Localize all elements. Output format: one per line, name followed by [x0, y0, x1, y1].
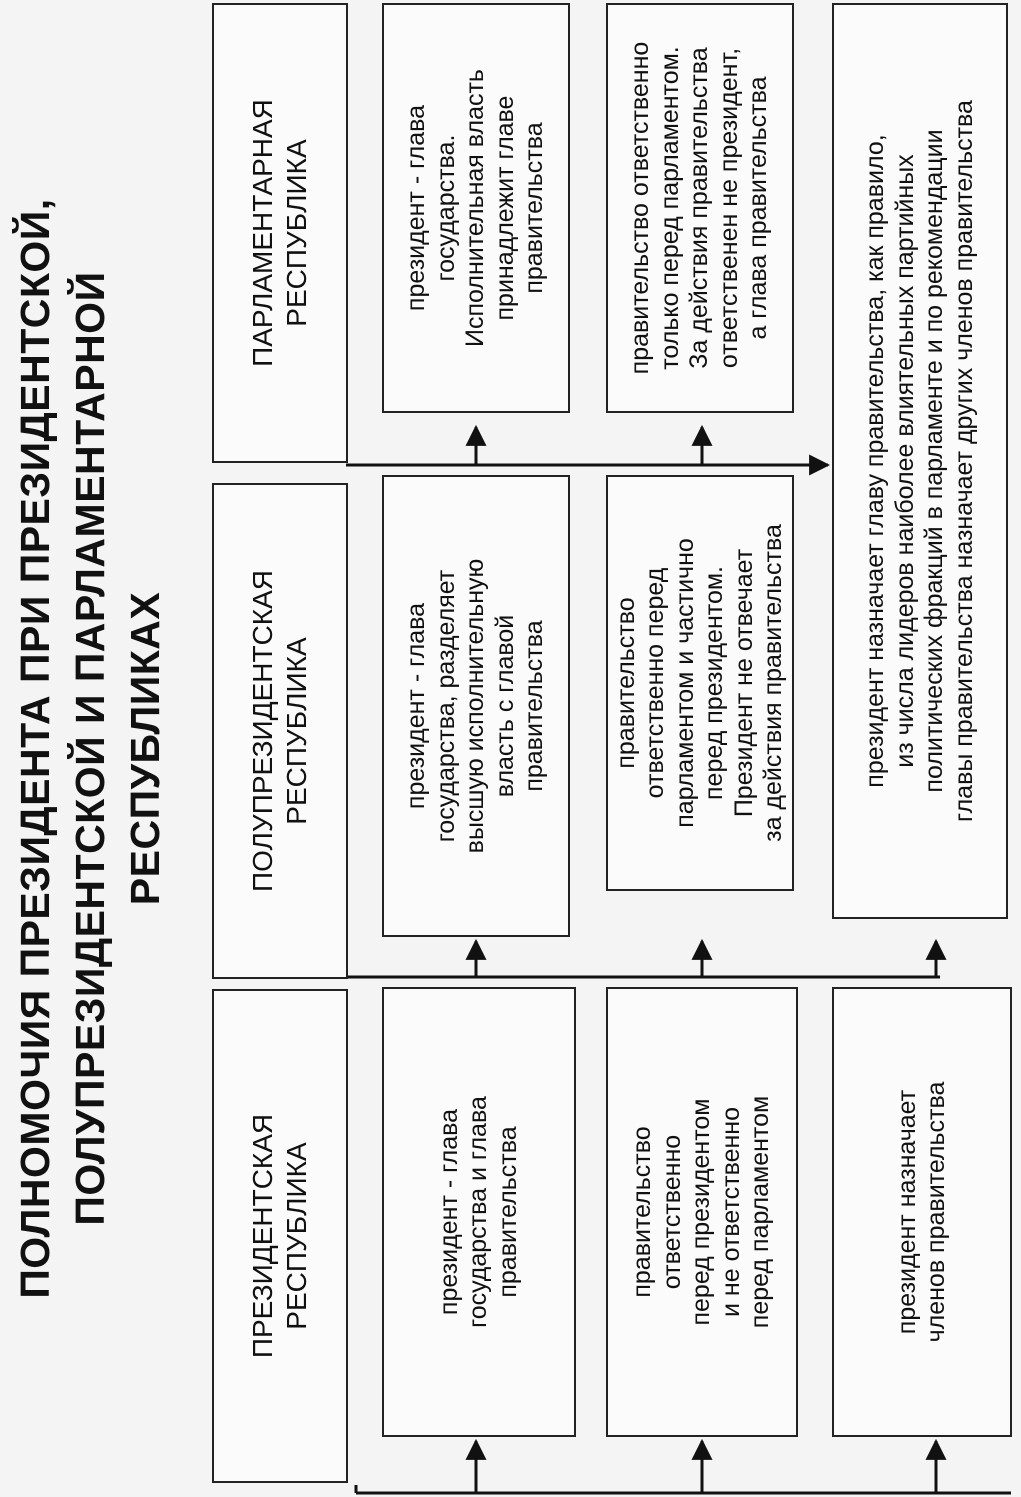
parliamentary-responsibility-box — [606, 3, 794, 413]
semi-presidential-head-of-state-box — [382, 475, 570, 937]
presidential-connectors — [356, 1441, 1011, 1493]
parliamentary-head-of-state-box — [382, 3, 570, 413]
parliamentary-connectors — [346, 427, 828, 465]
presidential-header-box — [212, 989, 348, 1483]
presidential-appointment: президент назначает членов правительства — [892, 1081, 950, 1343]
parliamentary-header-box — [212, 3, 348, 463]
presidential-header: ПРЕЗИДЕНТСКАЯ РЕСПУБЛИКА — [247, 1113, 312, 1359]
semi-presidential-connectors — [346, 941, 940, 977]
semi-presidential-responsibility: правительство ответственно перед парламентом и частично перед президентом. Президент не отвечает за действия правительства — [611, 524, 787, 842]
shared-appointment-box — [832, 3, 1008, 919]
semi-presidential-header-box — [212, 483, 348, 979]
presidential-head-of-state-box — [382, 987, 576, 1437]
semi-presidential-head-of-state: президент - глава государства, разделяет высшую исполнительную власть с главой правительства — [402, 558, 549, 854]
title-line-2: ПОЛУПРЕЗИДЕНТСКОЙ И ПАРЛАМЕНТАРНОЙ — [67, 271, 113, 1226]
presidential-head-of-state: президент - глава государства и глава правительства — [434, 1096, 522, 1328]
parliamentary-header: ПАРЛАМЕНТАРНАЯ РЕСПУБЛИКА — [247, 99, 312, 367]
presidential-appointment-box — [832, 987, 1012, 1437]
shared-appointment: президент назначает главу правительства, как правило, из числа лидеров наиболее влиятельных партийных политических фракций в парламенте и по рекомендации главы правительства назначает других членов правительства — [861, 100, 978, 822]
semi-presidential-responsibility-box — [606, 475, 794, 891]
presidential-responsibility: правительство ответственно перед президентом и не ответственно перед парламентом — [628, 1095, 775, 1329]
parliamentary-head-of-state: президент - глава государства. Исполнительная власть принадлежит главе правительства — [402, 69, 549, 347]
presidential-responsibility-box — [606, 987, 798, 1437]
semi-presidential-header: ПОЛУПРЕЗИДЕНТСКАЯ РЕСПУБЛИКА — [247, 569, 312, 893]
title-line-3: РЕСПУБЛИКАХ — [122, 591, 168, 906]
parliamentary-responsibility: правительство ответственно только перед парламентом. За действия правительства ответственен не президент, а глава правительства — [626, 41, 773, 375]
title-line-1: ПОЛНОМОЧИЯ ПРЕЗИДЕНТА ПРИ ПРЕЗИДЕНТСКОЙ, — [12, 198, 58, 1299]
